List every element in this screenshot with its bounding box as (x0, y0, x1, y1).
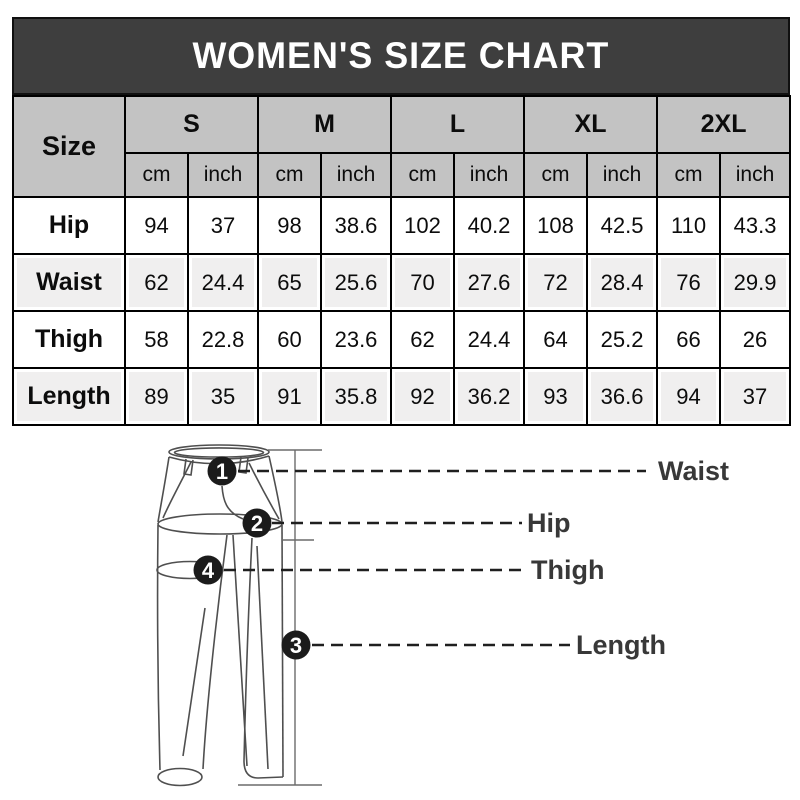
thigh-m-cm: 60 (258, 311, 321, 368)
waist-m-cm: 65 (258, 254, 321, 311)
table-row-thigh (13, 311, 790, 368)
marker-thigh (194, 556, 223, 585)
length-s-inch: 35 (188, 368, 258, 425)
hip-xl-inch: 42.5 (587, 197, 657, 254)
thigh-s-inch: 22.8 (188, 311, 258, 368)
chart-title-banner (12, 17, 790, 95)
waist-l-cm: 70 (391, 254, 454, 311)
waist-l-inch: 27.6 (454, 254, 524, 311)
unit-head-cm: cm (391, 153, 454, 197)
size-chart-table (12, 95, 791, 426)
thigh-m-inch: 23.6 (321, 311, 391, 368)
unit-head-cm: cm (258, 153, 321, 197)
marker-thigh-number: 4 (201, 558, 215, 583)
hip-label: Hip (527, 508, 571, 538)
page-title: WOMEN'S SIZE CHART (192, 35, 610, 76)
header-row-units (13, 153, 790, 197)
hip-l-cm: 102 (391, 197, 454, 254)
waist-2xl-cm: 76 (657, 254, 720, 311)
unit-head-inch: inch (587, 153, 657, 197)
hip-xl-cm: 108 (524, 197, 587, 254)
size-head-xl: XL (524, 96, 657, 153)
thigh-l-inch: 24.4 (454, 311, 524, 368)
waist-label: Waist (658, 456, 730, 486)
hip-s-inch: 37 (188, 197, 258, 254)
size-head-l: L (391, 96, 524, 153)
marker-length (282, 631, 311, 660)
thigh-label: Thigh (531, 555, 605, 585)
pants-outline-drawing (157, 445, 283, 786)
unit-head-cm: cm (125, 153, 188, 197)
marker-length-number: 3 (289, 633, 303, 658)
size-head-m: M (258, 96, 391, 153)
length-2xl-cm: 94 (657, 368, 720, 425)
length-m-cm: 91 (258, 368, 321, 425)
pants-measurement-diagram (0, 428, 800, 800)
hip-m-inch: 38.6 (321, 197, 391, 254)
thigh-l-cm: 62 (391, 311, 454, 368)
marker-waist (208, 457, 237, 486)
marker-hip (243, 509, 272, 538)
length-label: Length (576, 630, 666, 660)
marker-waist-number: 1 (215, 459, 229, 484)
thigh-2xl-inch: 26 (720, 311, 790, 368)
length-xl-cm: 93 (524, 368, 587, 425)
waist-xl-cm: 72 (524, 254, 587, 311)
unit-head-cm: cm (657, 153, 720, 197)
waist-m-inch: 25.6 (321, 254, 391, 311)
table-row-hip (13, 197, 790, 254)
thigh-s-cm: 58 (125, 311, 188, 368)
length-l-cm: 92 (391, 368, 454, 425)
thigh-xl-inch: 25.2 (587, 311, 657, 368)
table-row-length (13, 368, 790, 425)
thigh-2xl-cm: 66 (657, 311, 720, 368)
row-label-thigh: Thigh (13, 311, 125, 368)
size-head-2xl: 2XL (657, 96, 790, 153)
row-label-length: Length (13, 368, 125, 425)
waist-s-inch: 24.4 (188, 254, 258, 311)
length-l-inch: 36.2 (454, 368, 524, 425)
length-measure-line (238, 450, 322, 785)
length-m-inch: 35.8 (321, 368, 391, 425)
row-label-waist: Waist (13, 254, 125, 311)
corner-size-label: Size (13, 96, 125, 197)
hip-2xl-cm: 110 (657, 197, 720, 254)
unit-head-cm: cm (524, 153, 587, 197)
hip-l-inch: 40.2 (454, 197, 524, 254)
length-s-cm: 89 (125, 368, 188, 425)
hip-s-cm: 94 (125, 197, 188, 254)
waist-2xl-inch: 29.9 (720, 254, 790, 311)
waist-xl-inch: 28.4 (587, 254, 657, 311)
hip-2xl-inch: 43.3 (720, 197, 790, 254)
size-head-s: S (125, 96, 258, 153)
hip-m-cm: 98 (258, 197, 321, 254)
marker-hip-number: 2 (250, 511, 264, 536)
thigh-xl-cm: 64 (524, 311, 587, 368)
header-row-sizes (13, 96, 790, 153)
unit-head-inch: inch (454, 153, 524, 197)
unit-head-inch: inch (720, 153, 790, 197)
unit-head-inch: inch (321, 153, 391, 197)
waist-s-cm: 62 (125, 254, 188, 311)
unit-head-inch: inch (188, 153, 258, 197)
length-2xl-inch: 37 (720, 368, 790, 425)
length-xl-inch: 36.6 (587, 368, 657, 425)
table-row-waist (13, 254, 790, 311)
row-label-hip: Hip (13, 197, 125, 254)
